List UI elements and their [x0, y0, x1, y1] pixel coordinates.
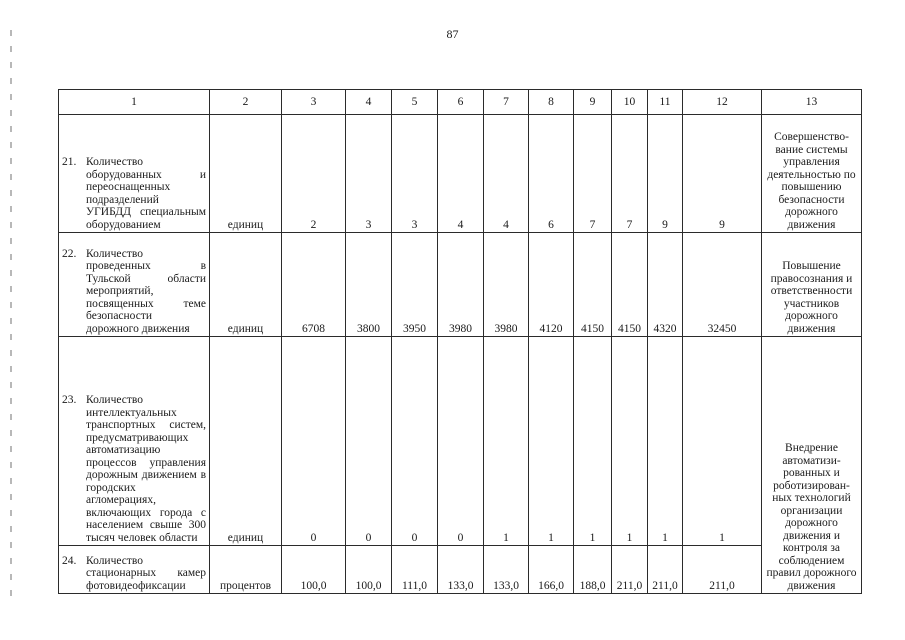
value-cell: 7: [612, 115, 648, 233]
value-cell: 188,0: [574, 546, 612, 594]
column-number: 5: [392, 90, 438, 115]
column-number: 4: [346, 90, 392, 115]
value-cell: 211,0: [683, 546, 762, 594]
table-row: [59, 233, 862, 337]
value-cell: 1: [683, 337, 762, 546]
goal-cell: Повышение правосознания и ответственности участников дорожного движения: [762, 233, 862, 337]
indicator-name: Количество оборудованных и переоснащенных подразделений УГИБДД специальным оборудованием: [86, 156, 206, 231]
value-cell: 3950: [392, 233, 438, 337]
value-cell: 1: [484, 337, 529, 546]
indicator-name-cell: [59, 546, 210, 594]
table-row: [59, 337, 862, 546]
margin-binding-marks: [10, 30, 12, 600]
value-cell: 4150: [612, 233, 648, 337]
goal-cell: Совершенство-вание системы управления деятельностью по повышению безопасности дорожного движения: [762, 115, 862, 233]
unit-cell: процентов: [210, 546, 282, 594]
value-cell: 0: [392, 337, 438, 546]
value-cell: 32450: [683, 233, 762, 337]
value-cell: 211,0: [648, 546, 683, 594]
value-cell: 6: [529, 115, 574, 233]
row-number: 22.: [62, 247, 77, 260]
value-cell: 3800: [346, 233, 392, 337]
table-row: [59, 546, 862, 594]
value-cell: 4: [438, 115, 484, 233]
indicator-name: Количество интеллектуальных транспортных систем, предусматривающих автоматизацию процессов управления дорожным движением в городских агломерациях, включающих города с населением свыше 300 тысяч человек области: [86, 394, 206, 544]
page-number: 87: [446, 27, 459, 41]
indicator-name-cell: [59, 115, 210, 233]
column-number-row: [59, 90, 862, 115]
value-cell: 1: [612, 337, 648, 546]
value-cell: 100,0: [282, 546, 346, 594]
value-cell: 4120: [529, 233, 574, 337]
value-cell: 3980: [484, 233, 529, 337]
value-cell: 3980: [438, 233, 484, 337]
column-number: 1: [59, 90, 210, 115]
indicator-name-cell: [59, 337, 210, 546]
value-cell: 133,0: [438, 546, 484, 594]
value-cell: 4: [484, 115, 529, 233]
value-cell: 3: [346, 115, 392, 233]
value-cell: 3: [392, 115, 438, 233]
value-cell: 0: [282, 337, 346, 546]
row-number: 24.: [62, 554, 77, 567]
column-number: 10: [612, 90, 648, 115]
column-number: 11: [648, 90, 683, 115]
value-cell: 133,0: [484, 546, 529, 594]
goal-cell: Внедрение автоматизи-рованных и роботизирован-ных технологий организации дорожного движения и контроля за соблюдением правил дорожного движения: [762, 337, 862, 594]
value-cell: 1: [574, 337, 612, 546]
indicator-name: Количество проведенных в Тульской области мероприятий, посвященных теме безопасности дорожного движения: [86, 247, 206, 335]
row-number: 21.: [62, 156, 77, 168]
column-number: 13: [762, 90, 862, 115]
indicators-table: [58, 89, 862, 594]
row-number: 23.: [62, 394, 77, 406]
value-cell: 100,0: [346, 546, 392, 594]
unit-cell: единиц: [210, 115, 282, 233]
value-cell: 6708: [282, 233, 346, 337]
value-cell: 7: [574, 115, 612, 233]
indicator-name-cell: [59, 233, 210, 337]
value-cell: 211,0: [612, 546, 648, 594]
value-cell: 1: [529, 337, 574, 546]
value-cell: 4320: [648, 233, 683, 337]
value-cell: 9: [683, 115, 762, 233]
table-row: [59, 115, 862, 233]
unit-cell: единиц: [210, 233, 282, 337]
value-cell: 166,0: [529, 546, 574, 594]
value-cell: 0: [346, 337, 392, 546]
value-cell: 2: [282, 115, 346, 233]
value-cell: 1: [648, 337, 683, 546]
column-number: 2: [210, 90, 282, 115]
column-number: 3: [282, 90, 346, 115]
column-number: 7: [484, 90, 529, 115]
value-cell: 4150: [574, 233, 612, 337]
value-cell: 111,0: [392, 546, 438, 594]
column-number: 8: [529, 90, 574, 115]
column-number: 6: [438, 90, 484, 115]
unit-cell: единиц: [210, 337, 282, 546]
value-cell: 0: [438, 337, 484, 546]
column-number: 12: [683, 90, 762, 115]
value-cell: 9: [648, 115, 683, 233]
indicator-name: Количество стационарных камер фотовидеофиксации: [86, 554, 206, 592]
column-number: 9: [574, 90, 612, 115]
